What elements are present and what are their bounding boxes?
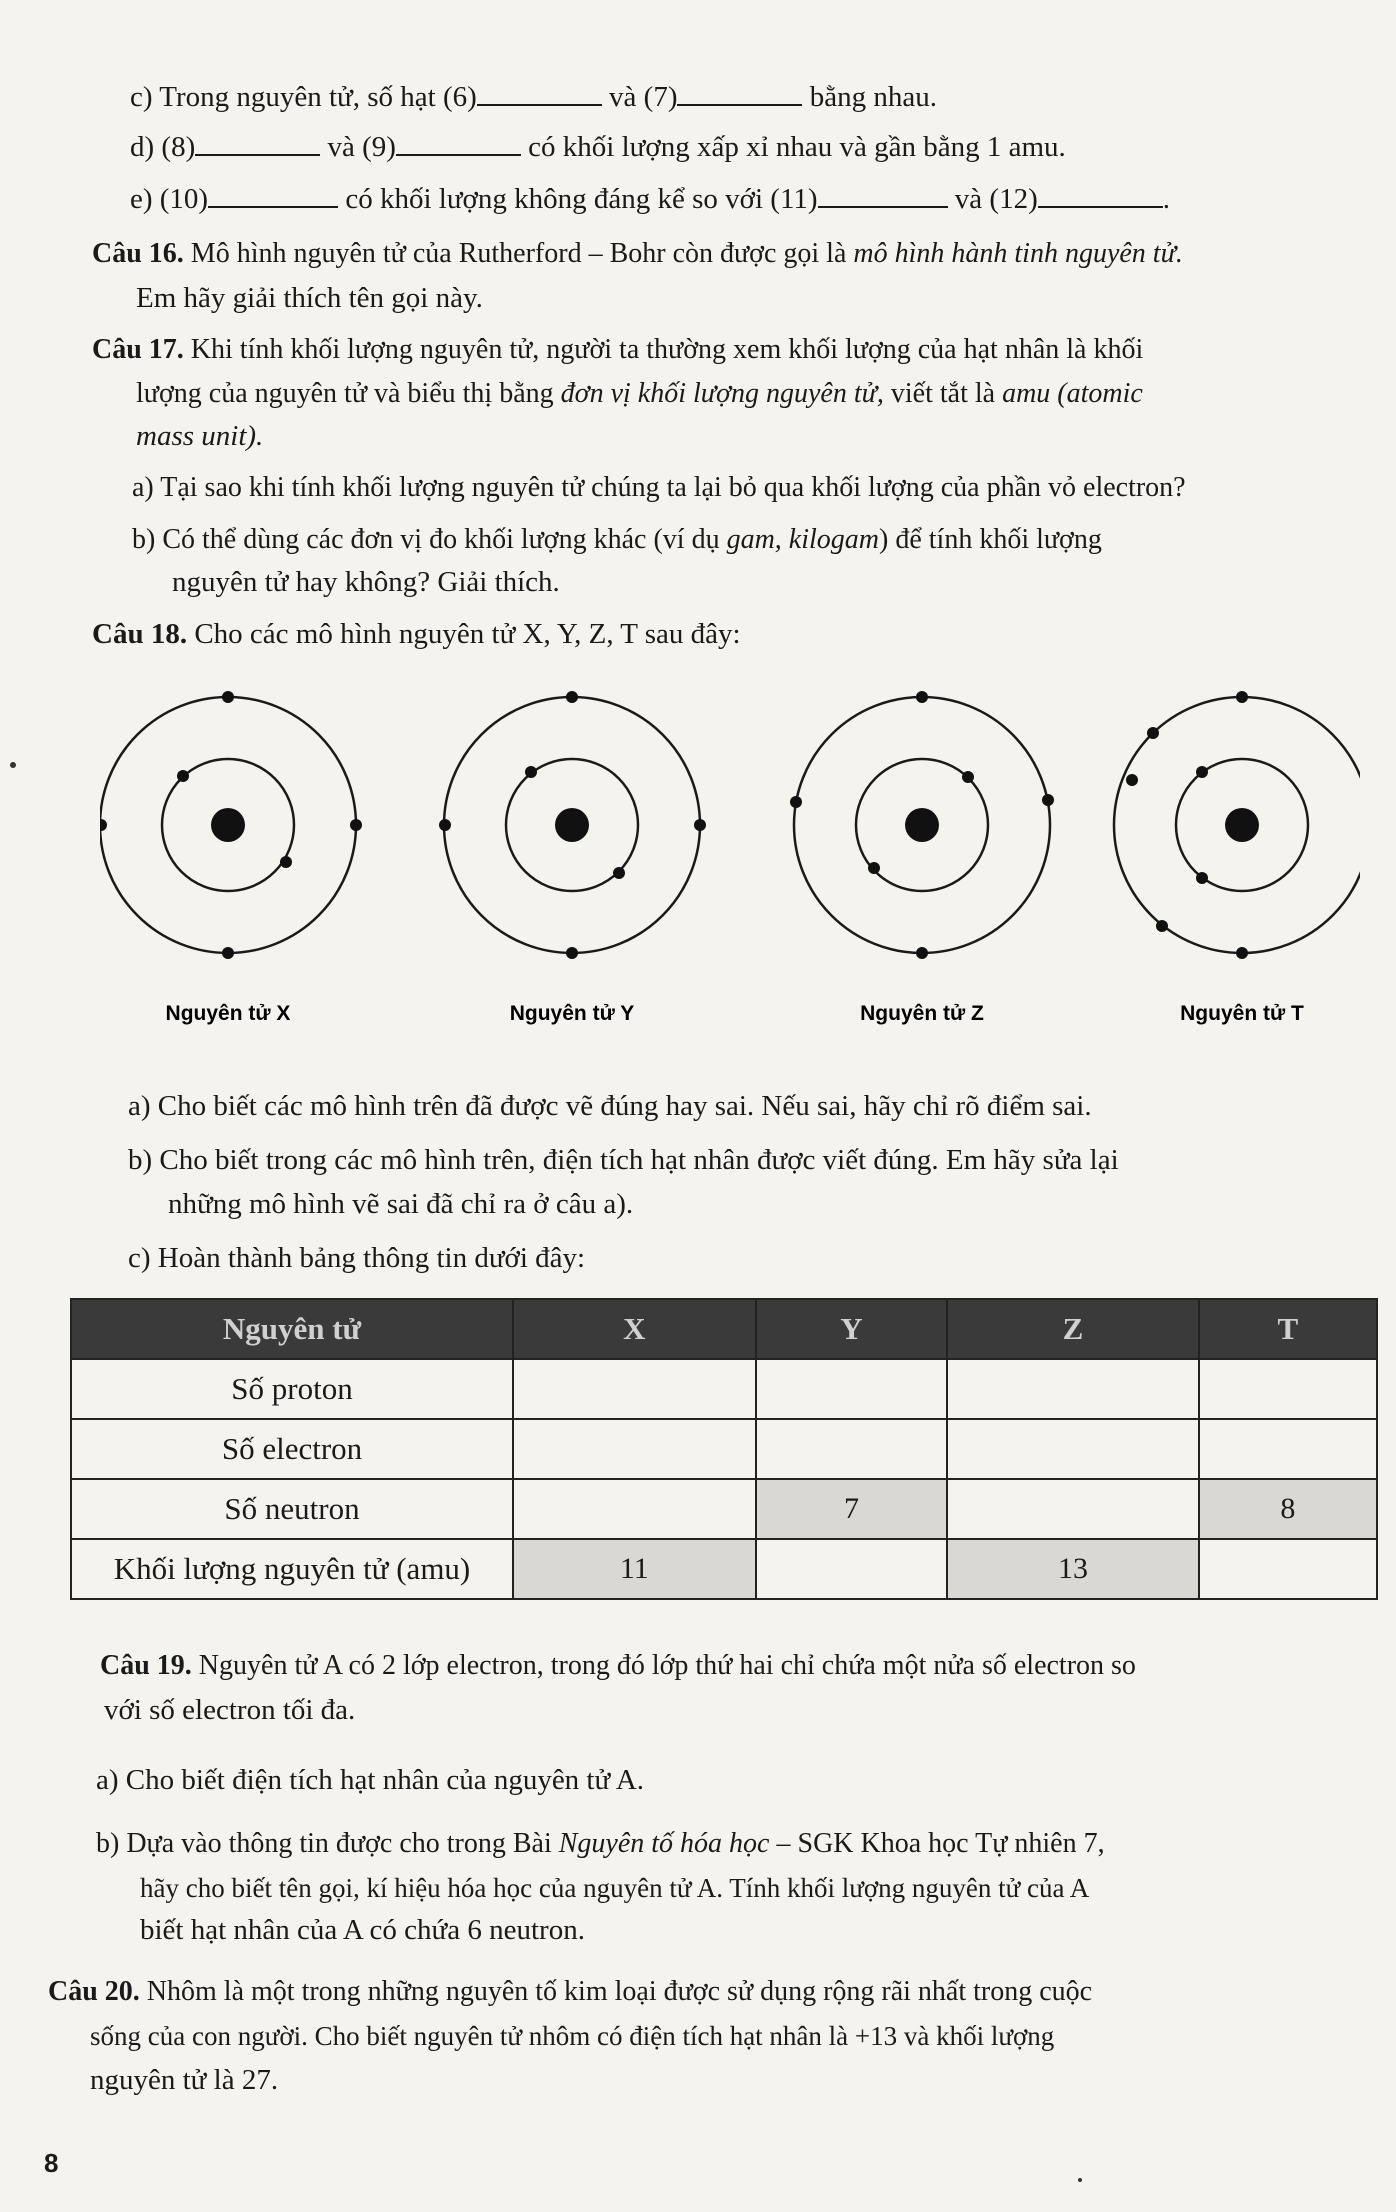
- line-c-mid: và (7): [601, 81, 678, 113]
- q18-c: c) Hoàn thành bảng thông tin dưới đây:: [128, 1242, 586, 1274]
- q17-line2-italic2: amu (atomic: [1002, 378, 1143, 409]
- line-e: [130, 180, 1170, 217]
- electron-dot: [222, 691, 234, 703]
- table-cell[interactable]: [513, 1359, 756, 1419]
- electron-dot: [1196, 872, 1208, 884]
- table-cell[interactable]: [1199, 1359, 1377, 1419]
- question-18: [92, 616, 741, 652]
- question-19: [100, 1648, 1136, 1684]
- blank-7[interactable]: [677, 78, 802, 106]
- electron-dot: [566, 691, 578, 703]
- q18-label: Câu 18.: [92, 618, 188, 650]
- atom-t-label: Nguyên tử T: [1180, 1002, 1304, 1025]
- q16-line2: Em hãy giải thích tên gọi này.: [136, 282, 483, 314]
- electron-dot: [1126, 774, 1138, 786]
- line-e-post: .: [1162, 183, 1170, 215]
- table-cell-given: 7: [756, 1479, 948, 1539]
- atom-x-label: Nguyên tử X: [165, 1002, 291, 1025]
- line-d-post: có khối lượng xấp xỉ nhau và gần bằng 1 amu.: [520, 131, 1066, 163]
- q16-label: Câu 16.: [92, 238, 184, 269]
- q19-b2: hãy cho biết tên gọi, kí hiệu hóa học của nguyên tử A. Tính khối lượng nguyên tử của A: [140, 1873, 1090, 1903]
- electron-dot: [962, 771, 974, 783]
- electron-dot: [1042, 794, 1054, 806]
- atom-models: [100, 690, 1360, 1050]
- q17-line2: [136, 376, 1143, 412]
- header-t: T: [1199, 1299, 1377, 1359]
- q16-text: Mô hình nguyên tử của Rutherford – Bohr còn được gọi là: [183, 238, 854, 269]
- q20-line2: sống của con người. Cho biết nguyên tử nhôm có điện tích hạt nhân là +13 và khối lượng: [90, 2021, 1055, 2051]
- table-cell[interactable]: [513, 1419, 756, 1479]
- q19-b1: [96, 1826, 1105, 1862]
- line-d-text: d) (8): [130, 131, 196, 163]
- blank-9[interactable]: [396, 128, 521, 156]
- table-cell-given: 8: [1199, 1479, 1377, 1539]
- line-d-mid: và (9): [320, 131, 396, 163]
- table-cell[interactable]: [756, 1419, 948, 1479]
- blank-10[interactable]: [208, 180, 338, 208]
- q20-label: Câu 20.: [48, 1976, 140, 2007]
- atom-t: [1114, 691, 1360, 1025]
- line-c-post: bằng nhau.: [802, 81, 937, 113]
- atom-z-label: Nguyên tử Z: [860, 1002, 984, 1025]
- electron-dot: [694, 819, 706, 831]
- line-d: [130, 128, 1066, 165]
- atom-x: [100, 691, 362, 1025]
- q17-line2b: viết tắt là: [883, 378, 1003, 409]
- q19-a: a) Cho biết điện tích hạt nhân của nguyên tử A.: [96, 1764, 645, 1796]
- table-cell-given: 11: [513, 1539, 756, 1599]
- atom-z: [790, 691, 1054, 1025]
- table-row: [71, 1419, 1377, 1479]
- table-cell[interactable]: [756, 1539, 948, 1599]
- electron-dot: [613, 867, 625, 879]
- q17-b: [132, 522, 1102, 558]
- table-cell[interactable]: [756, 1359, 948, 1419]
- electron-dot: [1236, 947, 1248, 959]
- page-number: 8: [44, 2148, 59, 2178]
- q17-line2-italic: đơn vị khối lượng nguyên tử,: [560, 378, 884, 409]
- line-e-text: e) (10): [130, 183, 209, 215]
- q20-line3: nguyên tử là 27.: [90, 2064, 279, 2096]
- table-cell[interactable]: [947, 1419, 1198, 1479]
- q18-text: Cho các mô hình nguyên tử X, Y, Z, T sau đây:: [187, 618, 741, 650]
- q20-line1: Nhôm là một trong những nguyên tố kim loại được sử dụng rộng rãi nhất trong cuộc: [139, 1976, 1093, 2007]
- q17-b1-italic: gam, kilogam: [726, 524, 880, 555]
- electron-dot: [100, 819, 107, 831]
- table-row: [71, 1359, 1377, 1419]
- margin-dot: [10, 762, 16, 768]
- row-label: Khối lượng nguyên tử (amu): [71, 1539, 513, 1599]
- electron-dot: [1147, 727, 1159, 739]
- q19-line2: với số electron tối đa.: [104, 1694, 356, 1726]
- line-c: [130, 78, 937, 115]
- q17-label: Câu 17.: [92, 334, 184, 365]
- q17-line1: Khi tính khối lượng nguyên tử, người ta thường xem khối lượng của hạt nhân là khối: [183, 334, 1144, 365]
- q19-b3: biết hạt nhân của A có chứa 6 neutron.: [140, 1914, 585, 1946]
- electron-dot: [350, 819, 362, 831]
- electron-dot: [566, 947, 578, 959]
- question-16: [92, 236, 1183, 272]
- table-row: [71, 1539, 1377, 1599]
- table-cell[interactable]: [947, 1479, 1198, 1539]
- electron-dot: [1196, 766, 1208, 778]
- electron-dot: [790, 796, 802, 808]
- table-header-row: [71, 1299, 1377, 1359]
- table-cell[interactable]: [1199, 1419, 1377, 1479]
- atom-y-label: Nguyên tử Y: [509, 1002, 635, 1025]
- electron-dot: [916, 691, 928, 703]
- line-e-mid2: và (12): [947, 183, 1038, 215]
- row-label: Số electron: [71, 1419, 513, 1479]
- line-e-mid: có khối lượng không đáng kể so với (11): [338, 183, 818, 215]
- q19-b1a: b) Dựa vào thông tin được cho trong Bài: [96, 1828, 559, 1859]
- atom-y: [439, 691, 706, 1025]
- electron-dot: [177, 770, 189, 782]
- blank-6[interactable]: [477, 78, 602, 106]
- margin-dot: [1078, 2178, 1082, 2182]
- electron-dot: [280, 856, 292, 868]
- q17-b1a: b) Có thể dùng các đơn vị đo khối lượng khác (ví dụ: [132, 524, 727, 555]
- q17-b2: nguyên tử hay không? Giải thích.: [172, 566, 560, 598]
- q16-italic: mô hình hành tinh nguyên tử.: [853, 238, 1183, 269]
- q17-a: a) Tại sao khi tính khối lượng nguyên tử chúng ta lại bỏ qua khối lượng của phần vỏ electron?: [132, 472, 1186, 503]
- q17-line2a: lượng của nguyên tử và biểu thị bằng: [136, 378, 561, 409]
- q19-b1b: – SGK Khoa học Tự nhiên 7,: [769, 1828, 1105, 1859]
- q19-label: Câu 19.: [100, 1650, 192, 1681]
- table-cell-given: 13: [947, 1539, 1198, 1599]
- electron-dot: [1236, 691, 1248, 703]
- electron-dot: [868, 862, 880, 874]
- header-z: Z: [947, 1299, 1198, 1359]
- electron-dot: [916, 947, 928, 959]
- q17-line3-italic: mass unit).: [136, 420, 264, 452]
- question-17: [92, 332, 1143, 368]
- header-y: Y: [756, 1299, 948, 1359]
- blank-12[interactable]: [1038, 180, 1163, 208]
- header-x: X: [513, 1299, 756, 1359]
- q19-b1-italic: Nguyên tố hóa học: [558, 1828, 770, 1859]
- table-cell[interactable]: [513, 1479, 756, 1539]
- row-label: Số proton: [71, 1359, 513, 1419]
- q19-line1: Nguyên tử A có 2 lớp electron, trong đó lớp thứ hai chỉ chứa một nửa số electron so: [191, 1650, 1136, 1681]
- table-cell[interactable]: [947, 1359, 1198, 1419]
- row-label: Số neutron: [71, 1479, 513, 1539]
- q17-line3: [136, 418, 263, 454]
- table-cell[interactable]: [1199, 1539, 1377, 1599]
- q18-b2: những mô hình vẽ sai đã chỉ ra ở câu a).: [168, 1188, 634, 1220]
- header-atom: Nguyên tử: [71, 1299, 513, 1359]
- line-c-text: c) Trong nguyên tử, số hạt (6): [130, 81, 477, 113]
- blank-11[interactable]: [818, 180, 948, 208]
- q18-b1: b) Cho biết trong các mô hình trên, điện tích hạt nhân được viết đúng. Em hãy sửa lại: [128, 1144, 1119, 1176]
- electron-dot: [439, 819, 451, 831]
- electron-dot: [222, 947, 234, 959]
- atom-info-table: [70, 1298, 1378, 1600]
- q17-b1b: ) để tính khối lượng: [879, 524, 1102, 555]
- blank-8[interactable]: [195, 128, 320, 156]
- q18-a: a) Cho biết các mô hình trên đã được vẽ đúng hay sai. Nếu sai, hãy chỉ rõ điểm sai.: [128, 1090, 1092, 1122]
- question-20: [48, 1974, 1092, 2010]
- electron-dot: [525, 766, 537, 778]
- electron-dot: [1156, 920, 1168, 932]
- table-row: [71, 1479, 1377, 1539]
